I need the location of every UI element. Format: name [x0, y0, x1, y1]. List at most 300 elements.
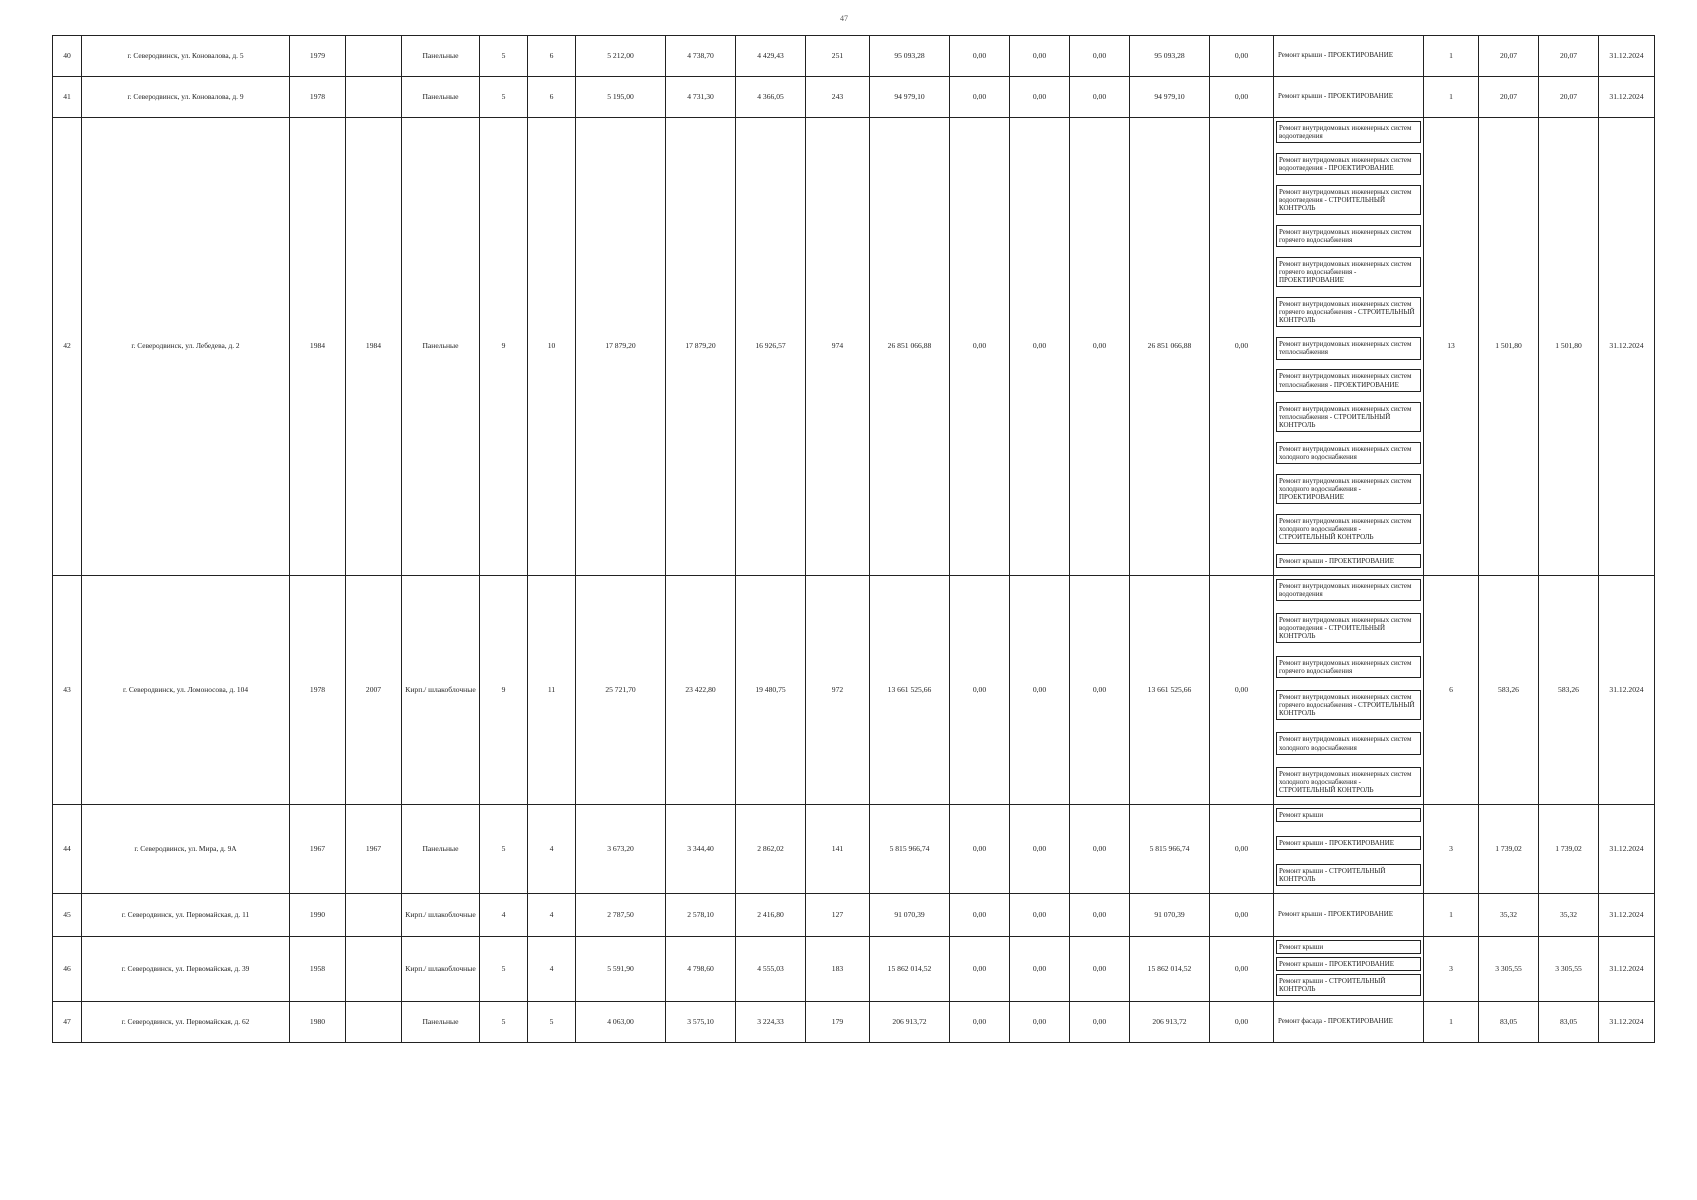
row-number: 41	[63, 91, 71, 101]
work-item: Ремонт крыши - ПРОЕКТИРОВАНИЕ	[1276, 957, 1421, 971]
fund-federal-cell	[950, 1002, 1010, 1043]
deadline: 31.12.2024	[1609, 843, 1644, 853]
row-number: 45	[63, 909, 71, 919]
work-count: 1	[1449, 1016, 1453, 1026]
area-living: 4 798,60	[687, 963, 714, 973]
row-number-cell	[53, 805, 82, 894]
entrances: 6	[549, 91, 554, 101]
cost-total: 26 851 066,88	[887, 341, 932, 351]
entrances: 6	[549, 50, 554, 60]
fund-owners: 95 093,28	[1154, 50, 1185, 60]
work-item: Ремонт крыши - СТРОИТЕЛЬНЫЙ КОНТРОЛЬ	[1276, 864, 1421, 886]
page-number: 47	[840, 14, 848, 23]
area-total-cell	[576, 805, 666, 894]
deadline-cell	[1599, 894, 1655, 937]
year-built: 1967	[309, 843, 326, 853]
fund-regional-cell	[1010, 937, 1070, 1002]
fund-owners-cell	[1130, 77, 1210, 118]
wall-material-cell	[402, 894, 480, 937]
cost-total-cell	[870, 937, 950, 1002]
fund-other: 0,00	[1234, 684, 1249, 694]
address-cell	[82, 36, 290, 77]
unit-cost-cell	[1479, 36, 1539, 77]
area-owned-cell	[736, 805, 806, 894]
fund-owners-cell	[1130, 576, 1210, 805]
floors-cell	[480, 805, 528, 894]
work-count: 1	[1449, 91, 1453, 101]
year-overhaul: 1984	[365, 341, 382, 351]
work-item: Ремонт внутридомовых инженерных систем теплоснабжения	[1276, 337, 1421, 359]
residents: 183	[831, 963, 844, 973]
cost-total: 5 815 966,74	[889, 843, 930, 853]
fund-other-cell	[1210, 894, 1274, 937]
work-item: Ремонт внутридомовых инженерных систем холодного водоснабжения	[1276, 732, 1421, 754]
deadline-cell	[1599, 805, 1655, 894]
work-item: Ремонт внутридомовых инженерных систем холодного водоснабжения - СТРОИТЕЛЬНЫЙ КОНТРОЛЬ	[1276, 767, 1421, 797]
year-built-cell	[290, 576, 346, 805]
area-total: 4 063,00	[607, 1016, 634, 1026]
year-built: 1984	[309, 341, 326, 351]
fund-local: 0,00	[1092, 963, 1107, 973]
fund-local: 0,00	[1092, 909, 1107, 919]
cost-total: 91 070,39	[894, 909, 925, 919]
table-row	[53, 805, 1655, 894]
work-count: 3	[1449, 843, 1453, 853]
works-cell	[1274, 894, 1424, 937]
fund-federal: 0,00	[972, 50, 987, 60]
entrances: 4	[549, 843, 554, 853]
cost-total: 13 661 525,66	[887, 684, 932, 694]
fund-other: 0,00	[1234, 1016, 1249, 1026]
address: г. Северодвинск, ул. Первомайская, д. 11	[121, 909, 250, 919]
area-living: 17 879,20	[685, 341, 716, 351]
residents: 974	[831, 341, 844, 351]
unit-cost-cell	[1479, 805, 1539, 894]
wall-material: Панельные	[422, 50, 459, 60]
work-count-cell	[1424, 118, 1479, 576]
area-owned: 19 480,75	[755, 684, 786, 694]
deadline: 31.12.2024	[1609, 1016, 1644, 1026]
address-cell	[82, 576, 290, 805]
table-row	[53, 937, 1655, 1002]
work-count-cell	[1424, 77, 1479, 118]
entrances: 5	[549, 1016, 554, 1026]
fund-federal-cell	[950, 118, 1010, 576]
work-item: Ремонт крыши - ПРОЕКТИРОВАНИЕ	[1276, 554, 1421, 568]
work-item: Ремонт фасада - ПРОЕКТИРОВАНИЕ	[1278, 1017, 1393, 1026]
unit-cost: 1 739,02	[1495, 843, 1522, 853]
cost-total-cell	[870, 118, 950, 576]
year-built: 1990	[309, 909, 326, 919]
year-overhaul-cell	[346, 36, 402, 77]
work-item: Ремонт крыши - ПРОЕКТИРОВАНИЕ	[1278, 92, 1394, 101]
area-total: 5 212,00	[607, 50, 634, 60]
fund-local: 0,00	[1092, 843, 1107, 853]
year-overhaul-cell	[346, 894, 402, 937]
area-living-cell	[666, 576, 736, 805]
unit-cost-cell	[1479, 894, 1539, 937]
floors-cell	[480, 77, 528, 118]
fund-local-cell	[1070, 805, 1130, 894]
entrances-cell	[528, 77, 576, 118]
unit-cost-max-cell	[1539, 894, 1599, 937]
table-row	[53, 36, 1655, 77]
year-built-cell	[290, 894, 346, 937]
year-built: 1978	[309, 684, 326, 694]
work-count-cell	[1424, 36, 1479, 77]
fund-local-cell	[1070, 77, 1130, 118]
year-built-cell	[290, 1002, 346, 1043]
fund-federal-cell	[950, 805, 1010, 894]
work-item: Ремонт внутридомовых инженерных систем холодного водоснабжения	[1276, 442, 1421, 464]
works-cell	[1274, 118, 1424, 576]
floors: 5	[501, 50, 506, 60]
works-cell	[1274, 1002, 1424, 1043]
area-owned: 2 416,80	[757, 909, 784, 919]
floors-cell	[480, 576, 528, 805]
row-number: 43	[63, 684, 71, 694]
unit-cost-max-cell	[1539, 118, 1599, 576]
fund-owners-cell	[1130, 937, 1210, 1002]
work-count: 13	[1447, 341, 1455, 351]
unit-cost-cell	[1479, 77, 1539, 118]
fund-owners: 206 913,72	[1152, 1016, 1187, 1026]
entrances-cell	[528, 805, 576, 894]
wall-material-cell	[402, 1002, 480, 1043]
unit-cost-max-cell	[1539, 1002, 1599, 1043]
area-owned: 3 224,33	[757, 1016, 784, 1026]
area-owned: 4 555,03	[757, 963, 784, 973]
floors: 5	[501, 843, 506, 853]
fund-federal: 0,00	[972, 341, 987, 351]
wall-material: Кирп./ шлакоблочные	[405, 963, 476, 973]
address: г. Северодвинск, ул. Коновалова, д. 9	[127, 91, 244, 101]
table-row	[53, 118, 1655, 576]
deadline-cell	[1599, 937, 1655, 1002]
work-count-cell	[1424, 1002, 1479, 1043]
work-item: Ремонт внутридомовых инженерных систем холодного водоснабжения - СТРОИТЕЛЬНЫЙ КОНТРОЛЬ	[1276, 514, 1421, 544]
cost-total: 206 913,72	[892, 1016, 927, 1026]
area-owned-cell	[736, 576, 806, 805]
repair-program-table	[52, 35, 1655, 1043]
address: г. Северодвинск, ул. Первомайская, д. 39	[121, 963, 250, 973]
fund-regional: 0,00	[1032, 91, 1047, 101]
deadline: 31.12.2024	[1609, 91, 1644, 101]
work-count: 3	[1449, 963, 1453, 973]
table-row	[53, 894, 1655, 937]
area-living-cell	[666, 77, 736, 118]
wall-material: Кирп./ шлакоблочные	[405, 684, 476, 694]
area-total-cell	[576, 36, 666, 77]
work-count: 6	[1449, 684, 1453, 694]
row-number-cell	[53, 576, 82, 805]
year-built-cell	[290, 937, 346, 1002]
residents-cell	[806, 894, 870, 937]
year-overhaul-cell	[346, 805, 402, 894]
cost-total: 15 862 014,52	[887, 963, 932, 973]
work-item: Ремонт внутридомовых инженерных систем теплоснабжения - ПРОЕКТИРОВАНИЕ	[1276, 369, 1421, 391]
address: г. Северодвинск, ул. Ломоносова, д. 104	[122, 684, 249, 694]
year-overhaul: 2007	[365, 684, 382, 694]
table-row	[53, 1002, 1655, 1043]
work-count-cell	[1424, 937, 1479, 1002]
wall-material: Панельные	[422, 91, 459, 101]
address-cell	[82, 937, 290, 1002]
address: г. Северодвинск, ул. Мира, д. 9А	[134, 843, 237, 853]
deadline-cell	[1599, 576, 1655, 805]
unit-cost-max-cell	[1539, 576, 1599, 805]
area-living: 3 575,10	[687, 1016, 714, 1026]
floors: 4	[501, 909, 506, 919]
deadline: 31.12.2024	[1609, 341, 1644, 351]
deadline-cell	[1599, 77, 1655, 118]
entrances: 4	[549, 909, 554, 919]
fund-federal: 0,00	[972, 1016, 987, 1026]
year-overhaul-cell	[346, 118, 402, 576]
row-number: 47	[63, 1016, 71, 1026]
fund-other-cell	[1210, 77, 1274, 118]
cost-total-cell	[870, 576, 950, 805]
area-total: 3 673,20	[607, 843, 634, 853]
residents-cell	[806, 576, 870, 805]
deadline: 31.12.2024	[1609, 50, 1644, 60]
cost-total-cell	[870, 36, 950, 77]
year-overhaul-cell	[346, 937, 402, 1002]
unit-cost-cell	[1479, 576, 1539, 805]
area-total: 2 787,50	[607, 909, 634, 919]
cost-total-cell	[870, 1002, 950, 1043]
fund-other: 0,00	[1234, 50, 1249, 60]
fund-other-cell	[1210, 118, 1274, 576]
wall-material-cell	[402, 77, 480, 118]
residents: 972	[831, 684, 844, 694]
work-item: Ремонт крыши - СТРОИТЕЛЬНЫЙ КОНТРОЛЬ	[1276, 974, 1421, 996]
row-number: 46	[63, 963, 71, 973]
fund-regional: 0,00	[1032, 684, 1047, 694]
work-count-cell	[1424, 894, 1479, 937]
area-total-cell	[576, 118, 666, 576]
area-owned: 16 926,57	[755, 341, 786, 351]
row-number: 44	[63, 843, 71, 853]
area-owned: 2 862,02	[757, 843, 784, 853]
entrances-cell	[528, 576, 576, 805]
area-living-cell	[666, 894, 736, 937]
row-number-cell	[53, 36, 82, 77]
fund-other: 0,00	[1234, 843, 1249, 853]
year-overhaul-cell	[346, 77, 402, 118]
cost-total-cell	[870, 77, 950, 118]
fund-federal-cell	[950, 36, 1010, 77]
fund-federal: 0,00	[972, 91, 987, 101]
work-item: Ремонт внутридомовых инженерных систем водоотведения	[1276, 121, 1421, 143]
fund-other-cell	[1210, 36, 1274, 77]
residents: 179	[831, 1016, 844, 1026]
floors: 5	[501, 963, 506, 973]
fund-federal: 0,00	[972, 963, 987, 973]
year-built: 1979	[309, 50, 326, 60]
unit-cost-cell	[1479, 1002, 1539, 1043]
area-total: 5 591,90	[607, 963, 634, 973]
fund-regional-cell	[1010, 1002, 1070, 1043]
area-living: 3 344,40	[687, 843, 714, 853]
work-item: Ремонт внутридомовых инженерных систем горячего водоснабжения - СТРОИТЕЛЬНЫЙ КОНТРОЛЬ	[1276, 297, 1421, 327]
work-item: Ремонт крыши - ПРОЕКТИРОВАНИЕ	[1278, 910, 1394, 919]
row-number-cell	[53, 937, 82, 1002]
entrances-cell	[528, 894, 576, 937]
residents-cell	[806, 1002, 870, 1043]
area-living: 2 578,10	[687, 909, 714, 919]
floors-cell	[480, 937, 528, 1002]
fund-owners-cell	[1130, 894, 1210, 937]
work-item: Ремонт внутридомовых инженерных систем холодного водоснабжения - ПРОЕКТИРОВАНИЕ	[1276, 474, 1421, 504]
unit-cost-max-cell	[1539, 937, 1599, 1002]
work-item: Ремонт внутридомовых инженерных систем водоотведения - СТРОИТЕЛЬНЫЙ КОНТРОЛЬ	[1276, 613, 1421, 643]
unit-cost-max-cell	[1539, 77, 1599, 118]
entrances: 11	[547, 684, 556, 694]
year-built-cell	[290, 77, 346, 118]
wall-material-cell	[402, 576, 480, 805]
area-living-cell	[666, 937, 736, 1002]
deadline-cell	[1599, 118, 1655, 576]
fund-owners-cell	[1130, 36, 1210, 77]
unit-cost: 583,26	[1498, 684, 1519, 694]
area-owned-cell	[736, 36, 806, 77]
residents-cell	[806, 77, 870, 118]
work-item: Ремонт внутридомовых инженерных систем горячего водоснабжения	[1276, 656, 1421, 678]
fund-local-cell	[1070, 937, 1130, 1002]
table-row	[53, 77, 1655, 118]
entrances-cell	[528, 937, 576, 1002]
wall-material-cell	[402, 36, 480, 77]
year-overhaul: 1967	[365, 843, 382, 853]
work-item: Ремонт внутридомовых инженерных систем горячего водоснабжения - СТРОИТЕЛЬНЫЙ КОНТРОЛЬ	[1276, 690, 1421, 720]
deadline-cell	[1599, 1002, 1655, 1043]
fund-regional-cell	[1010, 805, 1070, 894]
fund-owners-cell	[1130, 1002, 1210, 1043]
fund-regional: 0,00	[1032, 963, 1047, 973]
work-item: Ремонт внутридомовых инженерных систем водоотведения - СТРОИТЕЛЬНЫЙ КОНТРОЛЬ	[1276, 185, 1421, 215]
address: г. Северодвинск, ул. Коновалова, д. 5	[127, 50, 244, 60]
fund-local: 0,00	[1092, 50, 1107, 60]
year-built: 1978	[309, 91, 326, 101]
unit-cost-max: 1 501,80	[1555, 341, 1582, 351]
fund-owners: 5 815 966,74	[1149, 843, 1190, 853]
fund-other-cell	[1210, 1002, 1274, 1043]
wall-material: Кирп./ шлакоблочные	[405, 909, 476, 919]
works-cell	[1274, 937, 1424, 1002]
floors: 5	[501, 91, 506, 101]
fund-owners: 91 070,39	[1154, 909, 1185, 919]
fund-federal-cell	[950, 576, 1010, 805]
wall-material: Панельные	[422, 341, 459, 351]
fund-regional-cell	[1010, 894, 1070, 937]
year-overhaul-cell	[346, 1002, 402, 1043]
entrances: 4	[549, 963, 554, 973]
unit-cost: 20,07	[1499, 91, 1518, 101]
unit-cost: 35,32	[1499, 909, 1518, 919]
address-cell	[82, 118, 290, 576]
area-living: 4 731,30	[687, 91, 714, 101]
fund-federal-cell	[950, 77, 1010, 118]
deadline-cell	[1599, 36, 1655, 77]
entrances-cell	[528, 1002, 576, 1043]
work-item: Ремонт крыши - ПРОЕКТИРОВАНИЕ	[1276, 836, 1421, 850]
year-built: 1958	[309, 963, 326, 973]
address-cell	[82, 1002, 290, 1043]
unit-cost-max-cell	[1539, 36, 1599, 77]
row-number-cell	[53, 1002, 82, 1043]
floors: 5	[501, 1016, 506, 1026]
fund-local: 0,00	[1092, 1016, 1107, 1026]
row-number: 42	[63, 341, 71, 351]
area-total-cell	[576, 576, 666, 805]
area-living-cell	[666, 1002, 736, 1043]
year-built-cell	[290, 36, 346, 77]
fund-regional-cell	[1010, 77, 1070, 118]
residents-cell	[806, 118, 870, 576]
area-living: 4 738,70	[687, 50, 714, 60]
fund-regional-cell	[1010, 118, 1070, 576]
area-total: 25 721,70	[605, 684, 636, 694]
cost-total-cell	[870, 894, 950, 937]
cost-total: 95 093,28	[894, 50, 925, 60]
work-item: Ремонт внутридомовых инженерных систем горячего водоснабжения - ПРОЕКТИРОВАНИЕ	[1276, 257, 1421, 287]
cost-total: 94 979,10	[894, 91, 925, 101]
wall-material-cell	[402, 937, 480, 1002]
table-row	[53, 576, 1655, 805]
area-owned-cell	[736, 118, 806, 576]
unit-cost-max: 20,07	[1559, 50, 1578, 60]
fund-regional-cell	[1010, 36, 1070, 77]
year-built-cell	[290, 805, 346, 894]
address: г. Северодвинск, ул. Первомайская, д. 62	[121, 1016, 250, 1026]
residents: 243	[831, 91, 844, 101]
fund-other-cell	[1210, 805, 1274, 894]
fund-regional: 0,00	[1032, 909, 1047, 919]
area-total-cell	[576, 77, 666, 118]
fund-owners-cell	[1130, 805, 1210, 894]
floors-cell	[480, 894, 528, 937]
unit-cost: 83,05	[1499, 1016, 1518, 1026]
unit-cost-max-cell	[1539, 805, 1599, 894]
row-number-cell	[53, 894, 82, 937]
work-count-cell	[1424, 576, 1479, 805]
fund-local-cell	[1070, 894, 1130, 937]
works-cell	[1274, 805, 1424, 894]
deadline: 31.12.2024	[1609, 963, 1644, 973]
fund-other: 0,00	[1234, 341, 1249, 351]
area-living-cell	[666, 118, 736, 576]
area-owned-cell	[736, 1002, 806, 1043]
unit-cost-max: 35,32	[1559, 909, 1578, 919]
work-item: Ремонт крыши	[1276, 940, 1421, 954]
fund-local: 0,00	[1092, 341, 1107, 351]
area-living-cell	[666, 805, 736, 894]
works-cell	[1274, 36, 1424, 77]
area-living-cell	[666, 36, 736, 77]
fund-federal-cell	[950, 937, 1010, 1002]
fund-local-cell	[1070, 576, 1130, 805]
row-number-cell	[53, 118, 82, 576]
fund-owners: 15 862 014,52	[1147, 963, 1192, 973]
fund-federal: 0,00	[972, 843, 987, 853]
fund-regional: 0,00	[1032, 1016, 1047, 1026]
area-owned-cell	[736, 937, 806, 1002]
entrances-cell	[528, 118, 576, 576]
unit-cost: 20,07	[1499, 50, 1518, 60]
residents-cell	[806, 937, 870, 1002]
deadline: 31.12.2024	[1609, 684, 1644, 694]
